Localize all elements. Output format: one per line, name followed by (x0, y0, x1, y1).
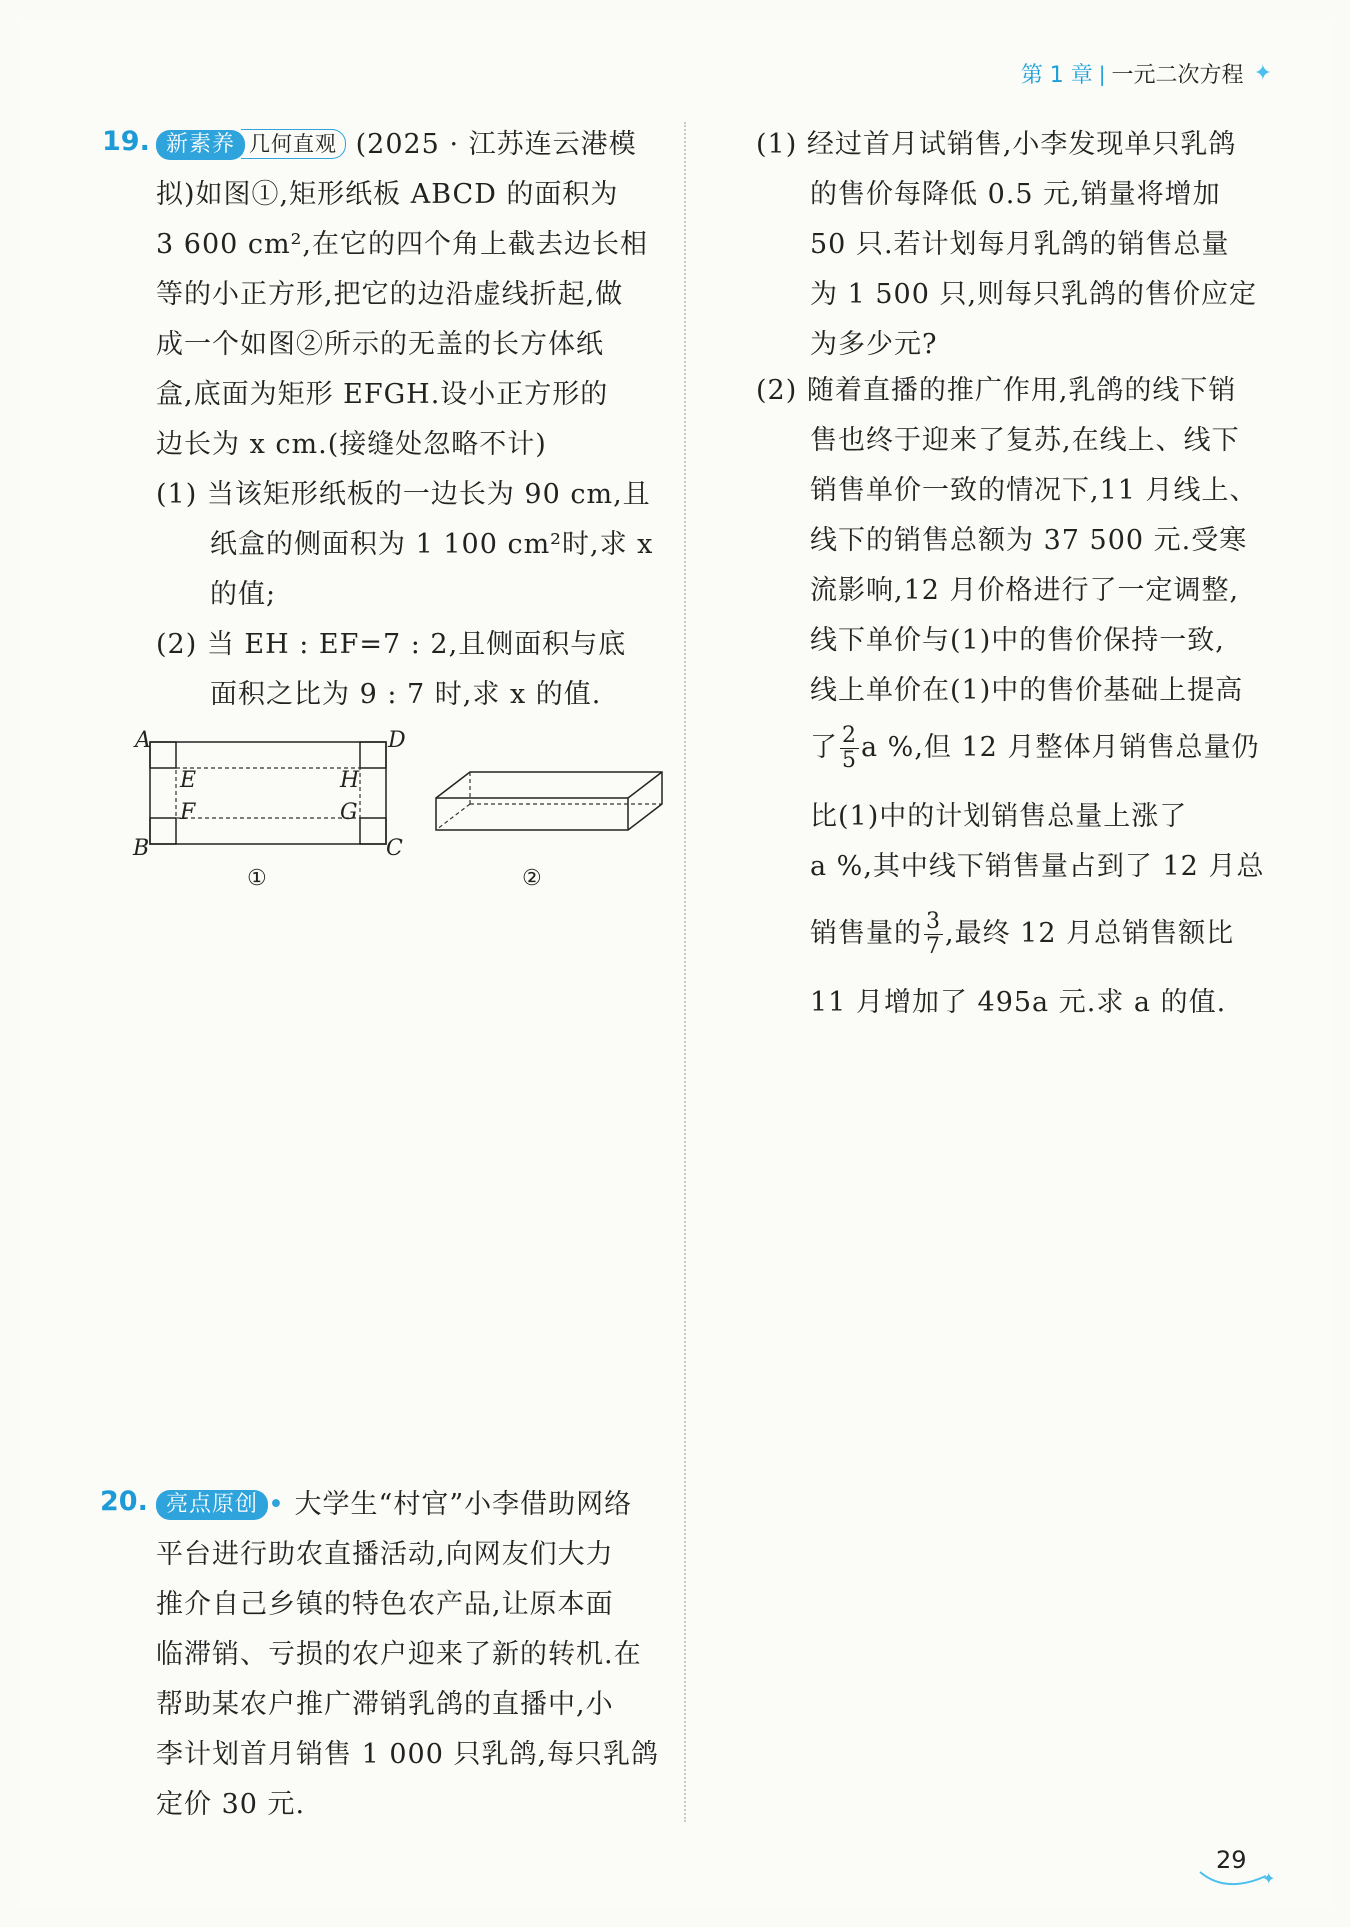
fraction-numerator: 3 (926, 909, 941, 934)
question-20-part2-line: (2) 随着直播的推广作用,乳鸽的线下销 (756, 375, 1237, 406)
figure-label-b: B (133, 836, 150, 861)
fraction-2-5 (840, 724, 859, 773)
question-20-part2-line: a %,其中线下销售量占到了 12 月总 (810, 851, 1265, 882)
question-20-line: 大学生“村官”小李借助网络 (294, 1489, 633, 1520)
figure-2-box (430, 760, 670, 840)
question-19-line: 盒,底面为矩形 EFGH.设小正方形的 (156, 379, 609, 410)
question-19-line: 3 600 cm²,在它的四个角上截去边长相 (156, 229, 649, 260)
fraction-suffix: a %,但 12 月整体月销售总量仍 (861, 732, 1260, 763)
fraction-suffix: ,最终 12 月总销售额比 (945, 918, 1235, 949)
sparkle-icon: ✦ (1253, 61, 1272, 86)
question-20-line: 李计划首月销售 1 000 只乳鸽,每只乳鸽 (156, 1739, 660, 1770)
question-20-part2-line: 售也终于迎来了复苏,在线上、线下 (810, 425, 1240, 456)
question-20-tag: 亮点原创 (156, 1490, 268, 1520)
question-20-line: 定价 30 元. (156, 1789, 306, 1820)
question-19-part1-line: 的值; (210, 579, 277, 610)
figure-label-f: F (180, 800, 196, 825)
question-19-tag: 新素养 (156, 130, 245, 160)
question-19-first-line (156, 128, 637, 162)
figure-label-e: E (180, 768, 197, 793)
question-19-tag-sub: 几何直观 (241, 129, 346, 159)
question-20-fraction-line-2 (810, 906, 1234, 962)
figure-1-rectangle (130, 730, 410, 860)
svg-text:✦: ✦ (1262, 1869, 1276, 1888)
question-19-line: 边长为 x cm.(接缝处忽略不计) (156, 429, 547, 460)
question-19-number: 19. (102, 126, 150, 157)
chapter-title: 一元二次方程 (1111, 63, 1244, 88)
question-20-part1-line: (1) 经过首月试销售,小李发现单只乳鸽 (756, 129, 1237, 160)
question-19-line: 成一个如图②所示的无盖的长方体纸 (156, 329, 604, 360)
figure-label-d: D (388, 728, 406, 753)
fraction-prefix: 销售量的 (810, 918, 922, 949)
question-20-part2-line: 线上单价在(1)中的售价基础上提高 (810, 675, 1244, 706)
figure-label-c: C (386, 836, 403, 861)
question-20-line: 帮助某农户推广滞销乳鸽的直播中,小 (156, 1689, 614, 1720)
fraction-denominator: 5 (842, 748, 857, 773)
fraction-denominator: 7 (926, 934, 941, 959)
page-number: 29 (1216, 1846, 1247, 1874)
question-20-line: 推介自己乡镇的特色农产品,让原本面 (156, 1589, 614, 1620)
question-19-part1-line: 纸盒的侧面积为 1 100 cm²时,求 x (210, 529, 654, 560)
figure-label-h: H (340, 768, 360, 793)
question-20-number: 20. (100, 1486, 148, 1517)
question-20-part1-line: 为多少元? (810, 329, 938, 360)
question-19-line: 等的小正方形,把它的边沿虚线折起,做 (156, 279, 624, 310)
question-20-part2-line: 比(1)中的计划销售总量上涨了 (810, 801, 1188, 832)
fraction-numerator: 2 (842, 723, 857, 748)
question-20-part2-line: 流影响,12 月价格进行了一定调整, (810, 575, 1240, 606)
question-19-part1-line: (1) 当该矩形纸板的一边长为 90 cm,且 (156, 479, 651, 510)
fraction-prefix: 了 (810, 732, 838, 763)
figure-label-a: A (135, 728, 151, 753)
question-20-line: 平台进行助农直播活动,向网友们大力 (156, 1539, 614, 1570)
question-20-part1-line: 的售价每降低 0.5 元,销量将增加 (810, 179, 1221, 210)
chapter-header (1021, 58, 1272, 89)
question-19-line: (2025 · 江苏连云港模 (355, 129, 637, 160)
question-20-part2-line: 11 月增加了 495a 元.求 a 的值. (810, 987, 1227, 1018)
question-19-line: 拟)如图①,矩形纸板 ABCD 的面积为 (156, 179, 619, 210)
tag-dot-icon: • (268, 1489, 285, 1520)
question-20-part2-line: 线下单价与(1)中的售价保持一致, (810, 625, 1225, 656)
figure-2-caption: ② (522, 866, 542, 891)
chapter-separator: | (1098, 61, 1106, 86)
figure-1-caption: ① (247, 866, 267, 891)
question-20-fraction-line-1 (810, 720, 1259, 776)
chapter-number: 第 1 章 (1020, 63, 1093, 88)
fraction-3-7 (924, 910, 943, 959)
figure-label-g: G (340, 800, 358, 825)
question-19-part2-line: 面积之比为 9 : 7 时,求 x 的值. (210, 679, 602, 710)
question-20-line: 临滞销、亏损的农户迎来了新的转机.在 (156, 1639, 642, 1670)
column-divider (684, 122, 686, 1822)
question-20-part2-line: 销售单价一致的情况下,11 月线上、 (810, 475, 1258, 506)
question-20-first-line (156, 1488, 632, 1522)
question-20-part1-line: 为 1 500 只,则每只乳鸽的售价应定 (810, 279, 1258, 310)
question-20-part1-line: 50 只.若计划每月乳鸽的销售总量 (810, 229, 1230, 260)
question-19-part2-line: (2) 当 EH : EF=7 : 2,且侧面积与底 (156, 629, 627, 660)
question-20-part2-line: 线下的销售总额为 37 500 元.受寒 (810, 525, 1248, 556)
